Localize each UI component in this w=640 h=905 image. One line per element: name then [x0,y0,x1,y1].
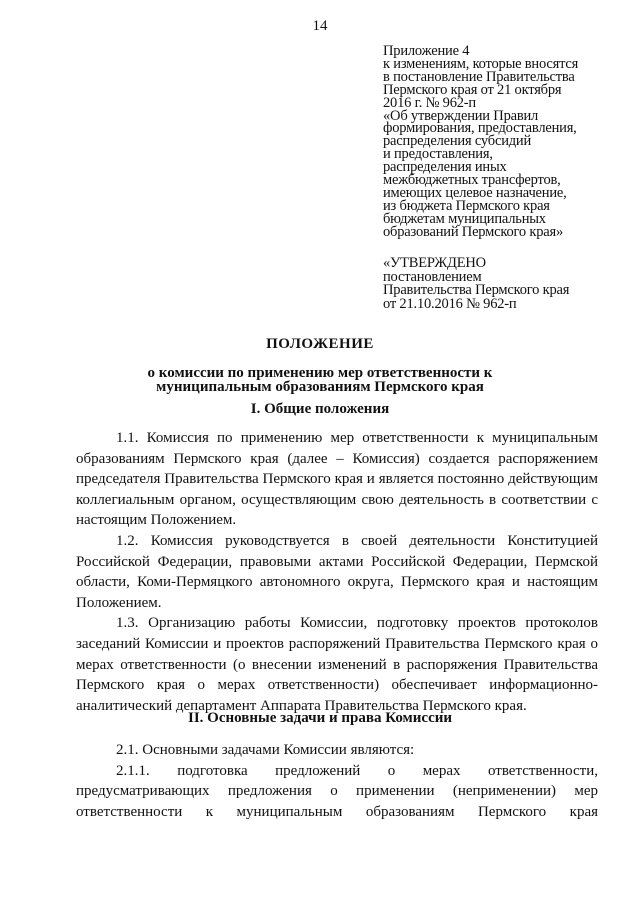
annex-line: распределения субсидий [383,133,532,150]
annex-line: распределения иных [383,159,507,176]
document-subtitle: о комиссии по применению мер ответственности к муниципальным образованиям Пермского края [147,365,493,395]
annex-line: 2016 г. № 962-п [383,94,476,111]
annex-line: Пермского края от 21 октября [383,81,562,98]
paragraph-2-1-1-line: ответственности к муниципальным образованиям Пермского края [76,803,598,820]
annex-line: и предоставления, [383,146,493,163]
annex-line: к изменениям, которые вносятся [383,55,579,72]
annex-line: «Об утверждении Правил [383,107,539,124]
approval-line: от 21.10.2016 № 962-п [383,295,517,312]
section-2-body [76,740,598,822]
annex-line: межбюджетных трансфертов, [383,172,561,189]
annex-line: бюджетам муниципальных [383,210,546,227]
paragraph-1-1: 1.1. Комиссия по применению мер ответственности к муниципальным образованиям Пермского края (далее – Комиссия) создается распоряжением председателя Правительства Пермского края и является постоянно действующим коллегиальным органом, осуществляющим свою деятельность в соответствии с настоящим Положением. [76,430,598,529]
paragraph-2-1-1-line: предусматривающих предложения о применении (неприменении) мер [76,783,598,800]
paragraph-2-1-1-line: 2.1.1. подготовка предложений о мерах ответственности, [116,762,598,779]
approval-line: Правительства Пермского края [383,282,570,299]
annex-header [383,45,633,239]
page-number: 14 [312,18,328,34]
section-1-body [76,428,598,716]
annex-line: имеющих целевое назначение, [383,184,567,201]
document-title: ПОЛОЖЕНИЕ [266,336,374,352]
annex-line: формирования, предоставления, [383,120,577,137]
annex-line: из бюджета Пермского края [383,197,550,214]
paragraph-2-1: 2.1. Основными задачами Комиссии являются: [116,742,415,758]
annex-line: в постановление Правительства [383,68,575,85]
annex-line: образований Пермского края» [383,223,564,240]
approval-line: постановлением [383,268,482,285]
approval-line: «УТВЕРЖДЕНО [383,255,486,271]
annex-line: Приложение 4 [383,43,470,59]
approval-stamp-text [383,257,633,311]
paragraph-1-2: 1.2. Комиссия руководствуется в своей деятельности Конституцией Российской Федерации, правовыми актами Российской Федерации, Пермской области, Коми-Пермяцкого автономного округа, Пермского края и настоящим Положением. [76,532,598,611]
section-1-heading: I. Общие положения [250,401,390,417]
section-2-heading: II. Основные задачи и права Комиссии [187,710,453,726]
paragraph-1-3: 1.3. Организацию работы Комиссии, подготовку проектов протоколов заседаний Комиссии и проектов распоряжений Правительства Пермского края о мерах ответственности (о внесении изменений в распоряжения Правительства Пермского края о мерах ответственности) обеспечивает информационно-аналитический департамент Аппарата Правительства Пермского края. [76,615,598,714]
